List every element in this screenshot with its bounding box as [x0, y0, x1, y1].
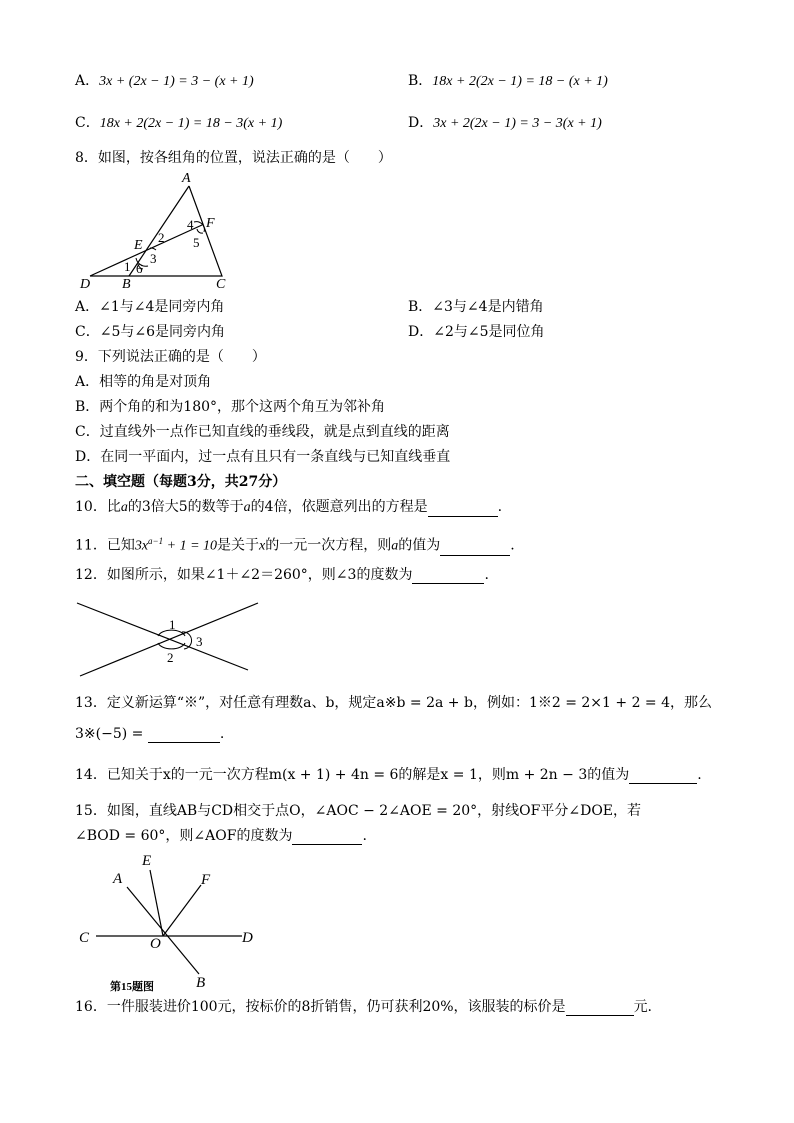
angle-5: 5: [193, 235, 200, 250]
var-a: a: [120, 500, 128, 515]
figure-caption: 第15题图: [110, 981, 154, 993]
answer-blank[interactable]: [428, 502, 498, 517]
period: .: [484, 567, 489, 583]
q8-stem: 8．如图，按各组角的位置，说法正确的是（ ）: [75, 150, 392, 166]
q11-text: 的一元一次方程，则: [265, 537, 392, 554]
label-C: C: [79, 930, 90, 946]
q16: [75, 998, 652, 1016]
equation: 18x + 2(2x − 1) = 18 − (x + 1): [432, 74, 608, 89]
var-x: x: [259, 538, 266, 554]
q13-line2: [75, 725, 224, 743]
var-a: a: [391, 538, 399, 554]
q11-text: 11．已知: [75, 537, 135, 554]
q14-text: 14．已知关于x的一元一次方程m(x + 1) + 4n = 6的解是x = 1，则m + 2n − 3的值为: [75, 767, 630, 783]
label-F: F: [201, 872, 211, 888]
q9-option-b: B．两个角的和为180°，那个这两个角互为邻补角: [75, 399, 386, 415]
q9-option-d: D．在同一平面内，过一点有且只有一条直线与已知直线垂直: [75, 449, 451, 465]
answer-blank[interactable]: [412, 569, 484, 584]
angle-1: 1: [169, 617, 176, 632]
q10-text: 10．比: [75, 499, 121, 515]
var-a: a: [243, 500, 251, 515]
angle-2: 2: [158, 230, 165, 245]
label-B: B: [122, 277, 131, 292]
q8-option-c: C．∠5与∠6是同旁内角: [75, 324, 225, 340]
q11-text: 是关于: [217, 537, 260, 554]
exponent: a−1: [148, 536, 164, 546]
equation: 3x + (2x − 1) = 3 − (x + 1): [99, 74, 254, 89]
angle-3: 3: [196, 634, 203, 649]
q9-option-a: A．相等的角是对顶角: [75, 374, 212, 390]
q8-triangle-figure: [78, 172, 248, 292]
q11: [75, 532, 515, 556]
q7-option-d: [408, 114, 602, 133]
period: .: [219, 726, 225, 742]
q14: [75, 766, 702, 784]
q10: [75, 498, 502, 517]
angle-3: 3: [150, 251, 157, 266]
answer-blank[interactable]: [566, 1001, 634, 1016]
period: .: [497, 499, 503, 515]
angle-1: 1: [124, 259, 131, 274]
q13-line1: 13．定义新运算“※”，对任意有理数a、b，规定a※b = 2a + b，例如：1※2 = 2×1 + 2 = 4，那么: [75, 695, 713, 711]
period: .: [510, 537, 515, 554]
q15-rays-figure: [78, 850, 268, 993]
q9-option-c: C．过直线外一点作已知直线的垂线段，就是点到直线的距离: [75, 424, 450, 440]
q10-text: 的4倍，依题意列出的方程是: [250, 499, 428, 515]
angle-6: 6: [136, 261, 143, 276]
option-letter: D．: [408, 115, 434, 131]
label-E: E: [134, 238, 143, 253]
q11-text: 的值为: [398, 537, 441, 554]
label-O: O: [150, 936, 161, 952]
unit: 元.: [633, 999, 653, 1015]
section-heading: 二、填空题（每题3分，共27分）: [75, 474, 287, 490]
q8-option-d: D．∠2与∠5是同位角: [408, 324, 545, 340]
q9-stem: 9．下列说法正确的是（ ）: [75, 349, 266, 365]
label-F: F: [206, 216, 215, 231]
q15-text: ∠BOD = 60°，则∠AOF的度数为: [75, 828, 293, 844]
period: .: [697, 767, 702, 783]
period: .: [362, 828, 367, 844]
answer-blank[interactable]: [292, 830, 362, 845]
label-D: D: [242, 930, 253, 946]
label-A: A: [182, 171, 191, 186]
q12-text: 12．如图所示，如果∠1＋∠2＝260°，则∠3的度数为: [75, 567, 413, 583]
angle-4: 4: [187, 217, 194, 232]
answer-blank[interactable]: [148, 728, 220, 743]
q7-option-b: [408, 72, 608, 91]
label-A: A: [113, 871, 123, 887]
q8-option-b: B．∠3与∠4是内错角: [408, 299, 544, 315]
label-D: D: [80, 277, 91, 292]
equation: 3x + 2(2x − 1) = 3 − 3(x + 1): [433, 116, 602, 131]
expression: + 1 = 10: [163, 538, 218, 554]
q12: [75, 566, 489, 584]
label-C: C: [216, 277, 226, 292]
expression: 3x: [134, 538, 149, 554]
q10-text: 的3倍大5的数等于: [127, 499, 244, 515]
q8-option-a: A．∠1与∠4是同旁内角: [75, 299, 225, 315]
label-E: E: [142, 853, 152, 869]
q7-option-a: [75, 72, 254, 91]
option-letter: B．: [408, 73, 433, 89]
q13-text: 3※(−5) =: [75, 726, 148, 742]
q16-text: 16．一件服装进价100元，按标价的8折销售，仍可获利20%，该服装的标价是: [75, 999, 566, 1015]
option-letter: A．: [75, 73, 100, 89]
q15-line2: [75, 827, 367, 845]
answer-blank[interactable]: [440, 541, 510, 556]
label-B: B: [196, 975, 206, 991]
answer-blank[interactable]: [629, 769, 697, 784]
option-letter: C．: [75, 115, 100, 131]
q15-line1: 15．如图，直线AB与CD相交于点O，∠AOC − 2∠AOE = 20°，射线OF平分∠DOE，若: [75, 803, 642, 819]
q12-intersecting-lines-figure: [76, 598, 266, 680]
equation: 18x + 2(2x − 1) = 18 − 3(x + 1): [99, 116, 283, 131]
q7-option-c: [75, 114, 282, 133]
angle-2: 2: [167, 650, 174, 665]
